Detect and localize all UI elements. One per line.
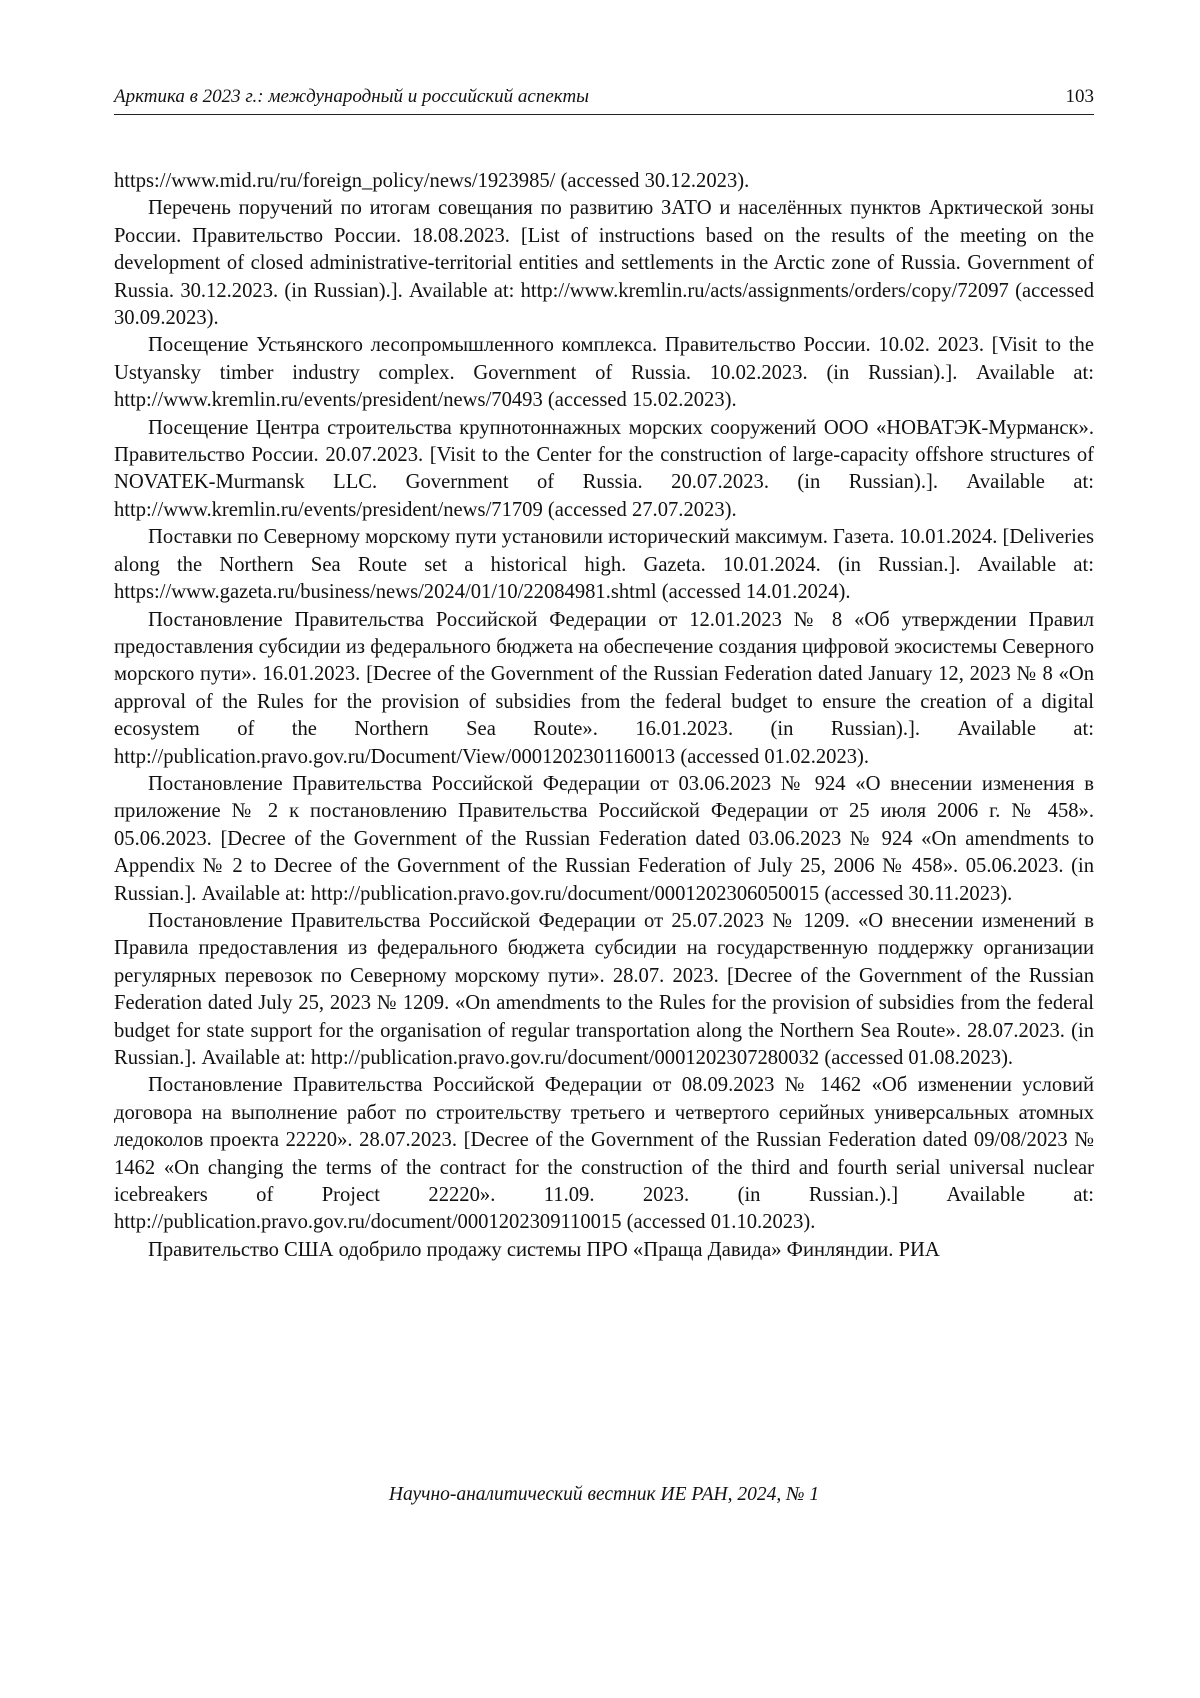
running-header <box>114 84 1094 115</box>
reference-entry: Посещение Центра строительства крупнотоннажных морских сооружений ООО «НОВАТЭК-Мурманск». Правительство России. 20.07.2023. [Visit to the Center for the construction of large-capacity offshore structures of NOVATEK-Murmansk LLC. Government of Russia. 20.07.2023. (in Russian).]. Available at: http://www.kremlin.ru/events/president/news/71709 (accessed 27.07.2023). <box>114 416 1094 521</box>
reference-list <box>114 168 1094 1264</box>
reference-entry: Постановление Правительства Российской Федерации от 25.07.2023 № 1209. «О внесении изменений в Правила предоставления из федерального бюджета субсидии на государственную поддержку организации регулярных перевозок по Северному морскому пути». 28.07. 2023. [Decree of the Government of the Russian Federation dated July 25, 2023 № 1209. «On amendments to the Rules for the provision of subsidies from the federal budget for state support for the organisation of regular transportation along the Northern Sea Route». 28.07.2023. (in Russian.]. Available at: http://publication.pravo.gov.ru/document/0001202307280032 (accessed 01.08.2023). <box>114 909 1094 1069</box>
reference-entry: Постановление Правительства Российской Федерации от 03.06.2023 № 924 «О внесении изменения в приложение № 2 к постановлению Правительства Российской Федерации от 25 июля 2006 г. № 458». 05.06.2023. [Decree of the Government of the Russian Federation dated 03.06.2023 № 924 «On amendments to Appendix № 2 to Decree of the Government of the Russian Federation of July 25, 2006 № 458». 05.06.2023. (in Russian.]. Available at: http://publication.pravo.gov.ru/document/0001202306050015 (accessed 30.11.2023). <box>114 772 1094 905</box>
reference-entry: https://www.mid.ru/ru/foreign_policy/news/1923985/ (accessed 30.12.2023). <box>114 170 750 192</box>
reference-entry: Постановление Правительства Российской Федерации от 12.01.2023 № 8 «Об утверждении Правил предоставления субсидии из федерального бюджета на обеспечение создания цифровой экосистемы Северного морского пути». 16.01.2023. [Decree of the Government of the Russian Federation dated January 12, 2023 № 8 «On approval of the Rules for the provision of subsidies from the federal budget to ensure the creation of a digital ecosystem of the Northern Sea Route». 16.01.2023. (in Russian).]. Available at: http://publication.pravo.gov.ru/Document/View/0001202301160013 (accessed 01.02.2023). <box>114 608 1094 768</box>
running-footer: Научно-аналитический вестник ИЕ РАН, 2024, № 1 <box>388 1484 820 1505</box>
reference-entry: Постановление Правительства Российской Федерации от 08.09.2023 № 1462 «Об изменении условий договора на выполнение работ по строительству третьего и четвертого серийных универсальных атомных ледоколов проекта 22220». 28.07.2023. [Decree of the Government of the Russian Federation dated 09/08/2023 № 1462 «On changing the terms of the contract for the construction of the third and fourth serial universal nuclear icebreakers of Project 22220». 11.09. 2023. (in Russian.).] Available at: http://publication.pravo.gov.ru/document/0001202309110015 (accessed 01.10.2023). <box>114 1074 1094 1234</box>
reference-entry: Посещение Устьянского лесопромышленного комплекса. Правительство России. 10.02. 2023. [Visit to the Ustyansky timber industry complex. Government of Russia. 10.02.2023. (in Russian).]. Available at: http://www.kremlin.ru/events/president/news/70493 (accessed 15.02.2023). <box>114 334 1094 412</box>
reference-entry: Перечень поручений по итогам совещания по развитию ЗАТО и населённых пунктов Арктической зоны России. Правительство России. 18.08.2023. [List of instructions based on the results of the meeting on the development of closed administrative-territorial entities and settlements in the Arctic zone of Russia. Government of Russia. 30.12.2023. (in Russian).]. Available at: http://www.kremlin.ru/acts/assignments/orders/copy/72097 (accessed 30.09.2023). <box>114 197 1094 330</box>
running-title: Арктика в 2023 г.: международный и российский аспекты <box>114 86 590 107</box>
page-number: 103 <box>1065 86 1094 107</box>
reference-entry: Правительство США одобрило продажу системы ПРО «Праща Давида» Финляндии. РИА <box>148 1238 940 1261</box>
reference-entry: Поставки по Северному морскому пути установили исторический максимум. Газета. 10.01.2024. [Deliveries along the Northern Sea Route set a historical high. Gazeta. 10.01.2024. (in Russian.]. Available at: https://www.gazeta.ru/business/news/2024/01/10/22084981.shtml (accessed 14.01.2024). <box>114 526 1094 604</box>
